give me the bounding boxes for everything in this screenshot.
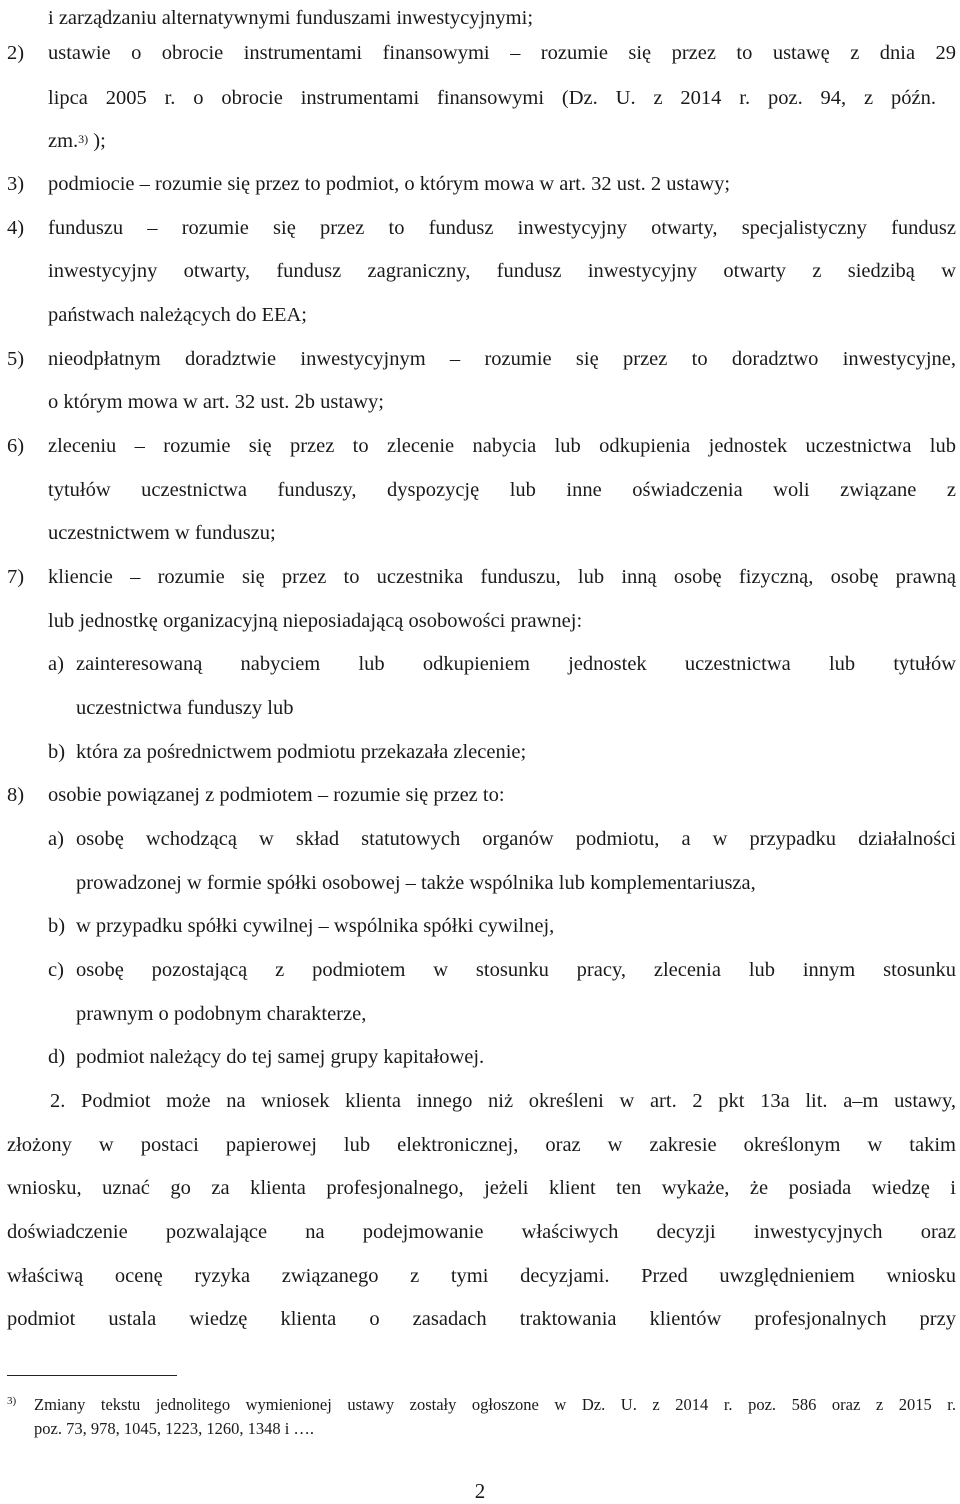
line-text: osobie powiązanej z podmiotem – rozumie się przez to: (48, 784, 505, 806)
line-text: prawnym o podobnym charakterze, (76, 1003, 367, 1025)
list-item-8 (0, 780, 960, 810)
footnote-separator (7, 1375, 177, 1376)
text-line (0, 868, 960, 898)
line-text: podmiocie – rozumie się przez to podmiot, o którym mowa w art. 32 ust. 2 ustawy; (48, 173, 731, 195)
sub-item-b (0, 737, 960, 767)
line-text: kliencie – rozumie się przez to uczestnika funduszu, lub inną osobę fizyczną, osobę prawną (48, 566, 956, 588)
item-number: 3) (7, 173, 25, 195)
item-number: 7) (7, 566, 25, 588)
sub-item-a (0, 824, 960, 854)
line-text: uczestnictwa funduszy lub (76, 697, 294, 719)
text-line (0, 3, 960, 33)
line-text: i zarządzaniu alternatywnymi funduszami inwestycyjnymi; (48, 7, 534, 29)
line-text: zleceniu – rozumie się przez to zlecenie nabycia lub odkupienia jednostek uczestnictwa lub (48, 435, 956, 457)
line-text: wniosku, uznać go za klienta profesjonalnego, jeżeli klient ten wykaże, że posiada wiedzę i (7, 1177, 956, 1199)
text-line (0, 518, 960, 548)
text-line (0, 693, 960, 723)
text-line (0, 256, 960, 286)
line-text: osobę wchodzącą w skład statutowych organów podmiotu, a w przypadku działalności (76, 828, 956, 850)
footnote-line: poz. 73, 978, 1045, 1223, 1260, 1348 i …. (34, 1419, 315, 1438)
line-text: uczestnictwem w funduszu; (48, 522, 276, 544)
paragraph-2-line (0, 1304, 960, 1334)
line-text: o którym mowa w art. 32 ust. 2b ustawy; (48, 391, 384, 413)
line-text: osobę pozostającą z podmiotem w stosunku pracy, zlecenia lub innym stosunku (76, 959, 956, 981)
line-text (48, 126, 106, 156)
footnote (0, 1393, 960, 1417)
line-text: państwach należących do EEA; (48, 304, 307, 326)
paragraph-2-line (0, 1173, 960, 1203)
line-text: lub jednostkę organizacyjną nieposiadającą osobowości prawnej: (48, 610, 583, 632)
text-line (0, 475, 960, 505)
line-text: tytułów uczestnictwa funduszy, dyspozycję lub inne oświadczenia woli związane z (48, 479, 956, 501)
sub-item-letter: b) (48, 915, 66, 937)
line-text: lipca 2005 r. o obrocie instrumentami finansowymi (Dz. U. z 2014 r. poz. 94, z późn. (48, 87, 936, 109)
line-text: prowadzonej w formie spółki osobowej – także wspólnika lub komplementariusza, (76, 872, 756, 894)
line-text: nieodpłatnym doradztwie inwestycyjnym – rozumie się przez to doradztwo inwestycyjne, (48, 348, 956, 370)
text-line (0, 126, 960, 156)
list-item-2 (0, 38, 960, 68)
footnote-mark: 3) (7, 1395, 17, 1407)
line-text-pre: zm. (48, 130, 79, 152)
sub-item-b (0, 911, 960, 941)
item-number: 2) (7, 42, 25, 64)
line-text: ustawie o obrocie instrumentami finansowymi – rozumie się przez to ustawę z dnia 29 (48, 42, 956, 64)
list-item-3 (0, 169, 960, 199)
list-item-6 (0, 431, 960, 461)
paragraph-2-line (0, 1217, 960, 1247)
sub-item-d (0, 1042, 960, 1072)
page-number: 2 (474, 1479, 486, 1503)
text-line (0, 606, 960, 636)
item-number: 5) (7, 348, 25, 370)
item-number: 4) (7, 217, 25, 239)
footnote-continuation (0, 1417, 960, 1441)
paragraph-2-line (0, 1261, 960, 1291)
line-text-post: ); (93, 130, 106, 152)
sub-item-letter: b) (48, 741, 66, 763)
line-text: podmiot należący do tej samej grupy kapitałowej. (76, 1046, 485, 1068)
paragraph-2-line (0, 1086, 960, 1116)
list-item-7 (0, 562, 960, 592)
sub-item-c (0, 955, 960, 985)
line-text: inwestycyjny otwarty, fundusz zagraniczny, fundusz inwestycyjny otwarty z siedzibą w (48, 260, 956, 282)
line-text: doświadczenie pozwalające na podejmowanie właściwych decyzji inwestycyjnych oraz (7, 1221, 956, 1243)
text-line (0, 300, 960, 330)
line-text: właściwą ocenę ryzyka związanego z tymi decyzjami. Przed uwzględnieniem wniosku (7, 1265, 956, 1287)
line-text: funduszu – rozumie się przez to fundusz inwestycyjny otwarty, specjalistyczny fundusz (48, 217, 956, 239)
line-text: 2. Podmiot może na wniosek klienta innego niż określeni w art. 2 pkt 13a lit. a–m ustawy, (50, 1090, 956, 1112)
sub-item-letter: c) (48, 959, 64, 981)
sub-item-letter: a) (48, 828, 64, 850)
text-line (0, 999, 960, 1029)
footnote-line: Zmiany tekstu jednolitego wymienionej ustawy zostały ogłoszone w Dz. U. z 2014 r. poz. 586 oraz z 2015 r. (34, 1395, 956, 1414)
text-line (0, 387, 960, 417)
text-line (0, 83, 960, 113)
list-item-5 (0, 344, 960, 374)
paragraph-2-line (0, 1130, 960, 1160)
sub-item-letter: a) (48, 653, 64, 675)
line-text: złożony w postaci papierowej lub elektronicznej, oraz w zakresie określonym w takim (7, 1134, 956, 1156)
sub-item-a (0, 649, 960, 679)
list-item-4 (0, 213, 960, 243)
line-text: w przypadku spółki cywilnej – wspólnika spółki cywilnej, (76, 915, 555, 937)
line-text: podmiot ustala wiedzę klienta o zasadach traktowania klientów profesjonalnych przy (7, 1308, 956, 1330)
item-number: 6) (7, 435, 25, 457)
line-text: zainteresowaną nabyciem lub odkupieniem jednostek uczestnictwa lub tytułów (76, 653, 956, 675)
sub-item-letter: d) (48, 1046, 66, 1068)
item-number: 8) (7, 784, 25, 806)
line-text: która za pośrednictwem podmiotu przekazała zlecenie; (76, 741, 527, 763)
footnote-reference: 3) (78, 132, 89, 146)
